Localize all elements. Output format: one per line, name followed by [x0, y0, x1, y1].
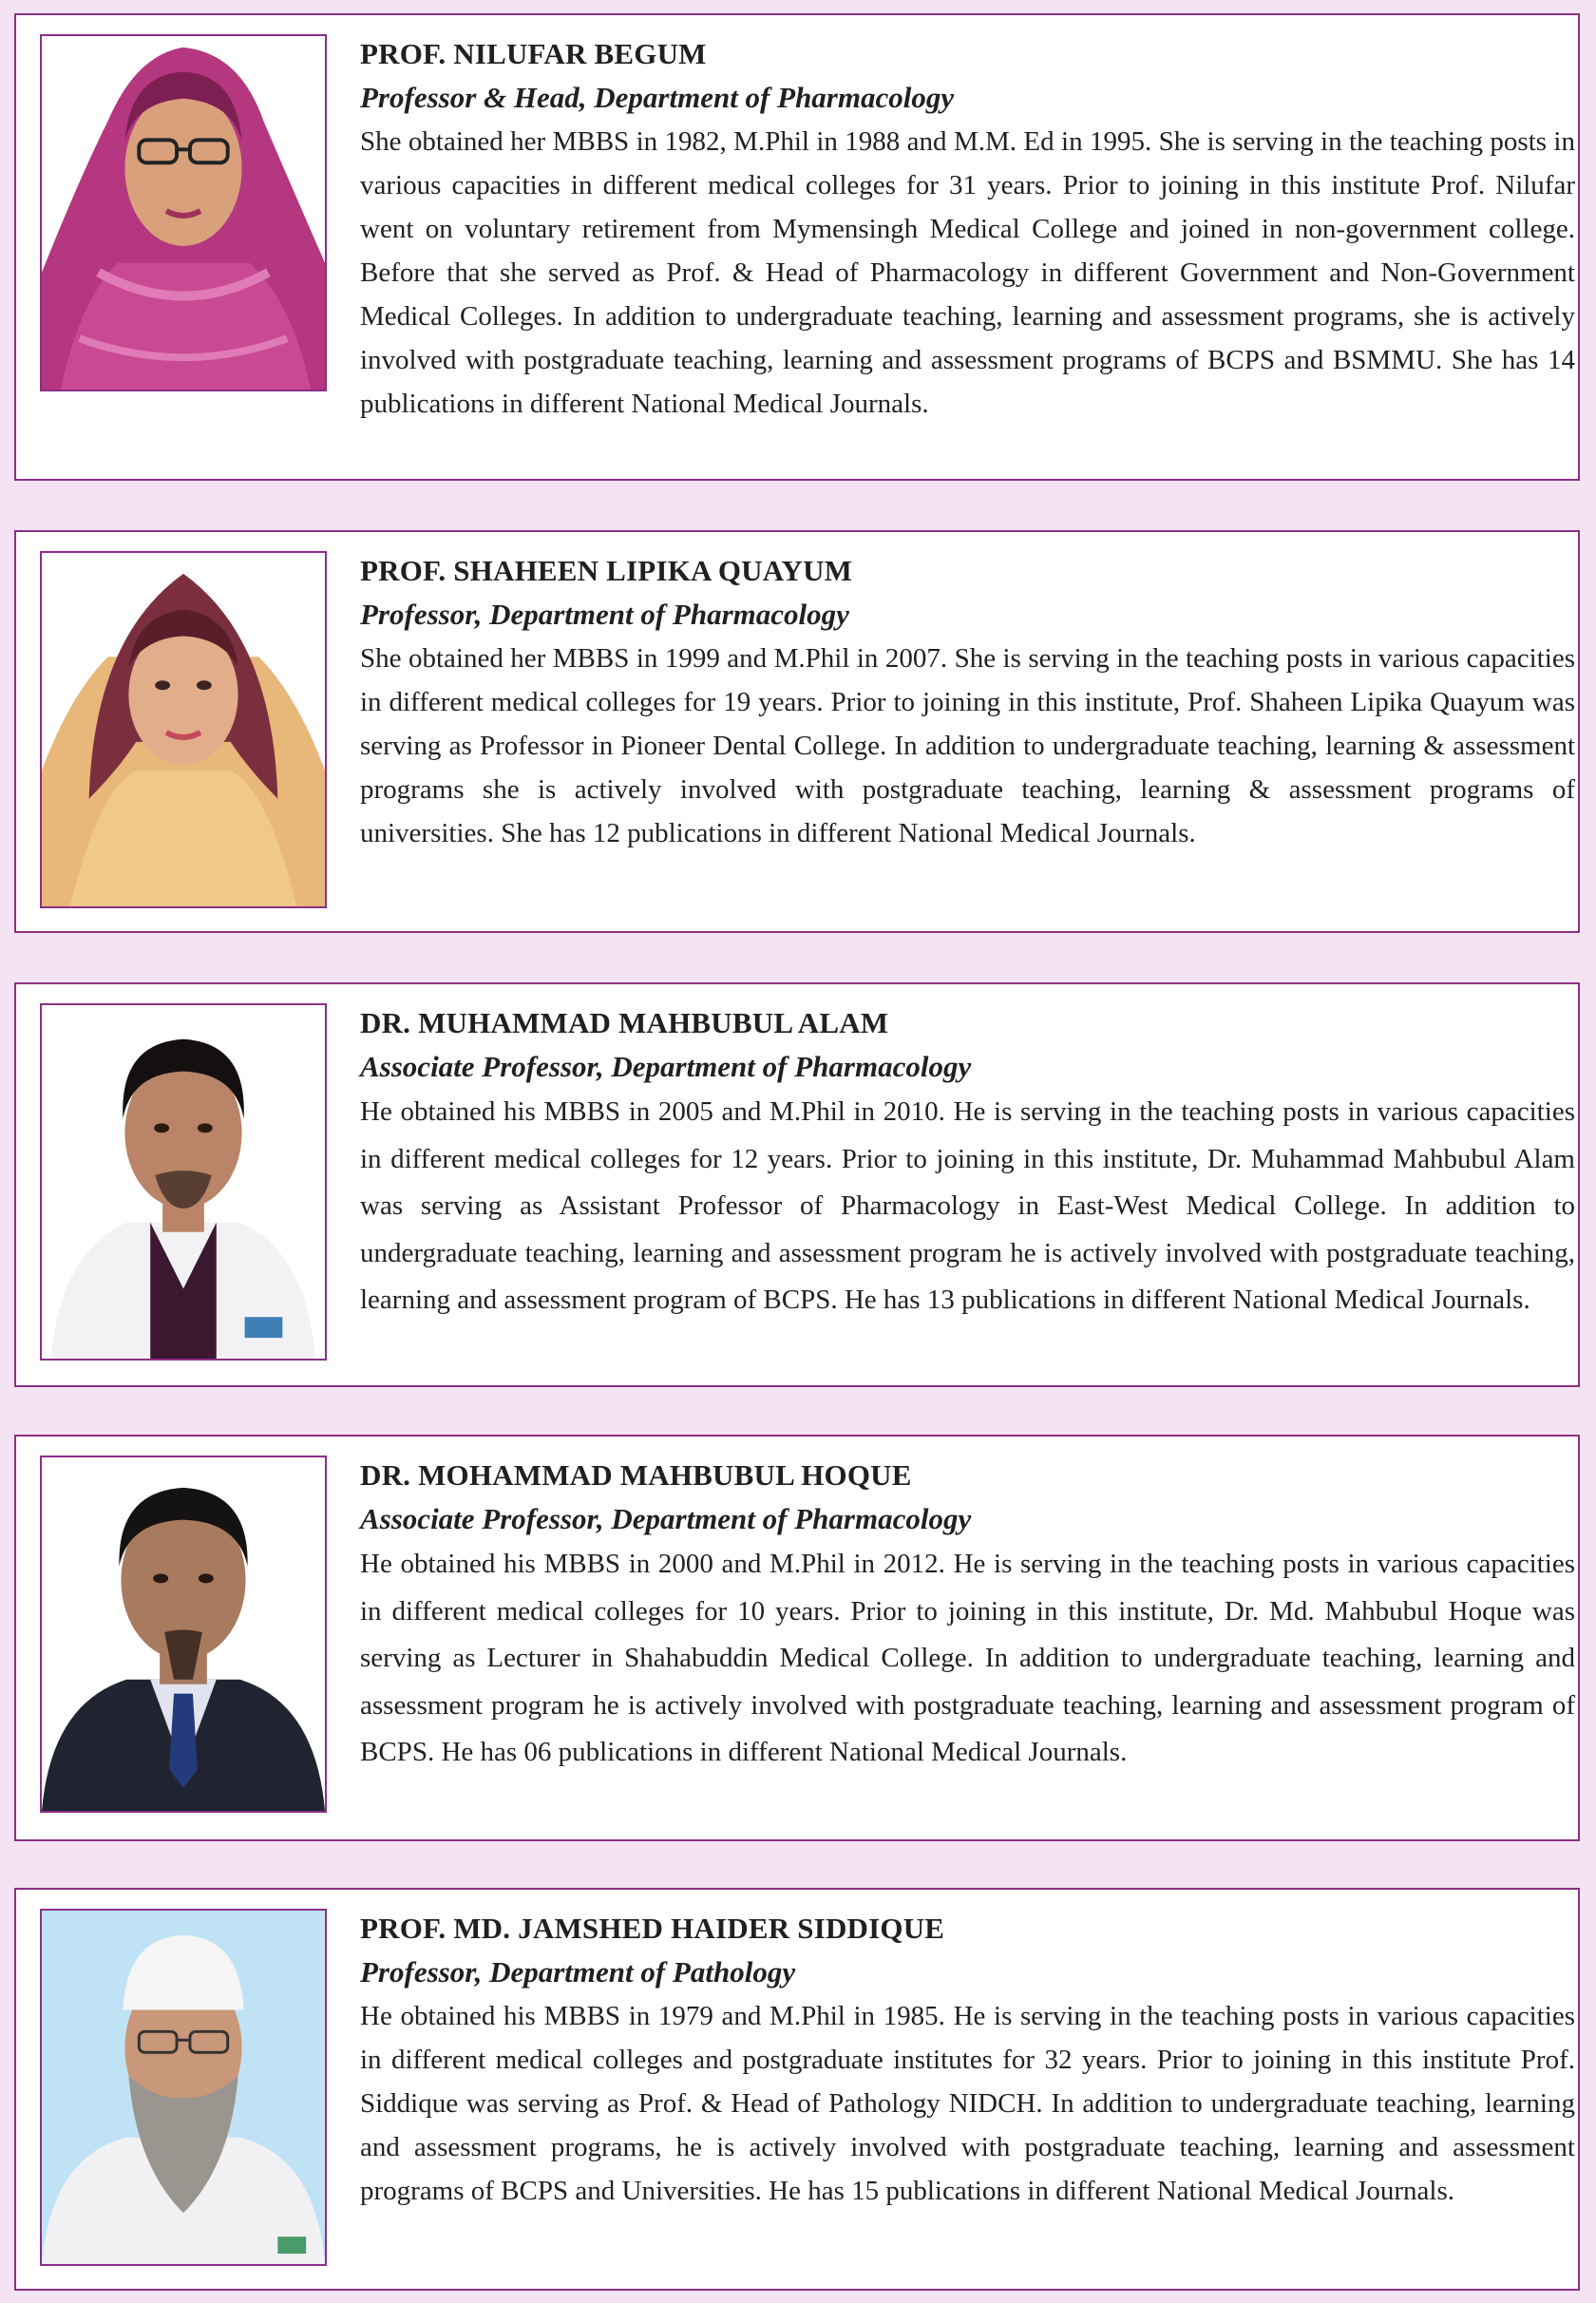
- portrait-man-white-coat: [42, 1005, 325, 1359]
- faculty-title: Associate Professor, Department of Pharmacology: [360, 1050, 972, 1083]
- faculty-title: Professor & Head, Department of Pharmacology: [360, 81, 955, 114]
- faculty-card-muhammad-mahbubul-alam: [14, 982, 1580, 1387]
- portrait-woman-maroon-hijab: [42, 553, 325, 906]
- portrait-photo: [40, 1003, 327, 1361]
- portrait-photo: [40, 551, 327, 908]
- portrait-photo: [40, 1456, 327, 1813]
- portrait-photo: [40, 34, 327, 391]
- faculty-name: PROF. SHAHEEN LIPIKA QUAYUM: [360, 554, 853, 587]
- faculty-title: Professor, Department of Pharmacology: [360, 598, 849, 631]
- faculty-card-shaheen-lipika-quayum: [14, 530, 1580, 933]
- faculty-bio: She obtained her MBBS in 1999 and M.Phil in 2007. She is serving in the teaching posts in various capacities in different medical colleges for 19 years. Prior to joining in this institute, Prof. Shaheen Lipika Quayum was serving as Professor in Pioneer Dental College. In addition to undergraduate teaching, learning & assessment programs she is actively involved with postgraduate teaching, learning & assessment programs of universities. She has 12 publications in different National Medical Journals.: [360, 643, 1575, 848]
- faculty-name: DR. MUHAMMAD MAHBUBUL ALAM: [360, 1006, 889, 1039]
- portrait-man-dark-suit: [42, 1457, 325, 1811]
- faculty-card-md-jamshed-haider-siddique: [14, 1888, 1580, 2291]
- faculty-card-nilufar-begum: [14, 13, 1580, 481]
- faculty-card-mohammad-mahbubul-hoque: [14, 1435, 1580, 1841]
- faculty-bio: He obtained his MBBS in 2000 and M.Phil in 2012. He is serving in the teaching posts in various capacities in different medical colleges for 10 years. Prior to joining in this institute, Dr. Md. Mahbubul Hoque was serving as Lecturer in Shahabuddin Medical College. In addition to undergraduate teaching, learning and assessment program he is actively involved with postgraduate teaching, learning and assessment program of BCPS. He has 06 publications in different National Medical Journals.: [360, 1549, 1575, 1767]
- portrait-woman-pink-hijab: [42, 36, 325, 390]
- portrait-photo: [40, 1909, 327, 2266]
- faculty-name: DR. MOHAMMAD MAHBUBUL HOQUE: [360, 1458, 912, 1492]
- faculty-name: PROF. MD. JAMSHED HAIDER SIDDIQUE: [360, 1912, 945, 1945]
- portrait-man-white-cap-beard: [42, 1911, 325, 2264]
- faculty-bio: He obtained his MBBS in 2005 and M.Phil in 2010. He is serving in the teaching posts in various capacities in different medical colleges for 12 years. Prior to joining in this institute, Dr. Muhammad Mahbubul Alam was serving as Assistant Professor of Pharmacology in East-West Medical College. In addition to undergraduate teaching, learning and assessment program he is actively involved with postgraduate teaching, learning and assessment program of BCPS. He has 13 publications in different National Medical Journals.: [360, 1096, 1575, 1315]
- faculty-name: PROF. NILUFAR BEGUM: [360, 37, 707, 70]
- faculty-title: Professor, Department of Pathology: [360, 1955, 796, 1989]
- faculty-bio: He obtained his MBBS in 1979 and M.Phil in 1985. He is serving in the teaching posts in various capacities in different medical colleges and postgraduate institutes for 32 years. Prior to joining in this institute Prof. Siddique was serving as Prof. & Head of Pathology NIDCH. In addition to undergraduate teaching, learning and assessment programs, he is actively involved with postgraduate teaching, learning and assessment programs of BCPS and Universities. He has 15 publications in different National Medical Journals.: [360, 2001, 1575, 2206]
- faculty-title: Associate Professor, Department of Pharmacology: [360, 1502, 972, 1535]
- faculty-bio: She obtained her MBBS in 1982, M.Phil in 1988 and M.M. Ed in 1995. She is serving in the teaching posts in various capacities in different medical colleges for 31 years. Prior to joining in this institute Prof. Nilufar went on voluntary retirement from Mymensingh Medical College and joined in non-government college. Before that she served as Prof. & Head of Pharmacology in different Government and Non-Government Medical Colleges. In addition to undergraduate teaching, learning and assessment programs, she is actively involved with postgraduate teaching, learning and assessment programs of BCPS and BSMMU. She has 14 publications in different National Medical Journals.: [360, 126, 1575, 419]
